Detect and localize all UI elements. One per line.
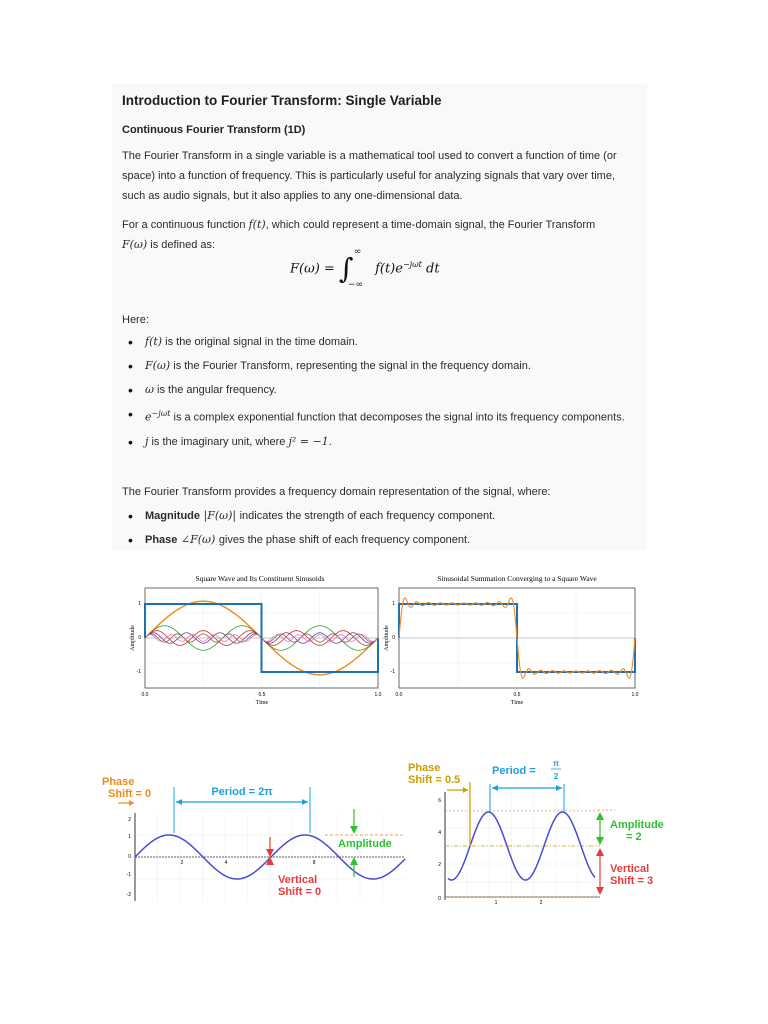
- vertical-label: Vertical: [278, 874, 318, 886]
- y-tick-label: 6: [438, 798, 441, 804]
- x-tick-label: 0.5: [258, 692, 266, 698]
- amplitude-label: Amplitude: [610, 819, 664, 831]
- x-axis-label-left: Time: [255, 700, 269, 706]
- fourier-formula: F(ω) = ∫ ∞ −∞ $f(t)e^{-j\omega t}$ dt: [290, 247, 440, 290]
- definition-paragraph: For a continuous function f(t), which could represent a time-domain signal, the Fourier Transform F(ω) is defined as:: [122, 218, 596, 251]
- chart-title-right: Sinusoidal Summation Converging to a Square Wave: [437, 574, 597, 583]
- x-tick-label: 0.5: [513, 692, 521, 698]
- arrow-head-icon: [596, 848, 604, 856]
- y-axis-label-right: Amplitude: [384, 625, 390, 651]
- y-tick-label: -1: [136, 669, 141, 675]
- x-tick-label: 1.0: [374, 692, 382, 698]
- arrow-head-icon: [129, 800, 134, 806]
- y-tick-label: 1: [128, 834, 131, 840]
- section-heading: Continuous Fourier Transform (1D): [122, 124, 306, 136]
- y-tick-label: 0: [438, 896, 441, 902]
- phase-value: Shift = 0: [108, 788, 152, 800]
- y-tick-label: 1: [138, 601, 141, 607]
- period-label: Period =: [492, 765, 536, 777]
- arrow-head-icon: [350, 857, 358, 865]
- amplitude-value: = 2: [626, 831, 642, 843]
- list-item: • Magnitude |F(ω)| indicates the strength of each frequency component.: [122, 506, 632, 526]
- y-tick-label: 2: [438, 862, 441, 868]
- math-F-omega: F(ω): [122, 238, 148, 251]
- chart-title-left: Square Wave and Its Constituent Sinusoids: [195, 574, 325, 583]
- y-tick-label: 4: [438, 830, 441, 836]
- arrow-head-icon: [350, 826, 358, 834]
- definition-list: [122, 332, 632, 452]
- x-tick-label: 4: [224, 860, 228, 866]
- arrow-head-icon: [176, 799, 182, 805]
- y-tick-label: 1: [392, 601, 395, 607]
- sine-diagram-phase-zero: [100, 765, 410, 905]
- list-item: • ω is the angular frequency.: [122, 380, 632, 400]
- arrow-head-icon: [556, 785, 562, 791]
- arrow-head-icon: [596, 812, 604, 820]
- y-tick-label: 0: [392, 635, 395, 641]
- list-item: • $e^{-j\omega t}$ is a complex exponential function that decomposes the signal into its frequency components.: [122, 404, 632, 428]
- list-item: • f(t) is the original signal in the time domain.: [122, 332, 632, 352]
- list-item: • F(ω) is the Fourier Transform, representing the signal in the frequency domain.: [122, 356, 632, 376]
- integral-sign: ∫ ∞ −∞: [338, 247, 363, 290]
- vertical-value: Shift = 3: [610, 875, 654, 887]
- y-axis-label-left: Amplitude: [130, 625, 136, 651]
- x-axis-label-right: Time: [510, 700, 524, 706]
- arrow-head-icon: [492, 785, 498, 791]
- x-tick-label: 0.0: [141, 692, 149, 698]
- y-tick-label: 0: [128, 854, 131, 860]
- list-item: • j is the imaginary unit, where j² = −1.: [122, 432, 632, 452]
- x-tick-label: 8: [312, 860, 316, 866]
- provides-paragraph: The Fourier Transform provides a frequency domain representation of the signal, where:: [122, 486, 551, 498]
- y-tick-label: -1: [390, 669, 395, 675]
- phase-value: Shift = 0.5: [408, 774, 461, 786]
- square-wave-figure: [125, 570, 645, 710]
- y-tick-label: 0: [138, 635, 141, 641]
- here-label: Here:: [122, 314, 149, 326]
- period-denominator: 2: [553, 772, 559, 781]
- phase-label: Phase: [408, 762, 441, 774]
- y-tick-label: 2: [128, 817, 131, 823]
- vertical-label: Vertical: [610, 863, 650, 875]
- y-tick-label: -1: [126, 872, 131, 878]
- x-tick-label: 1.0: [631, 692, 639, 698]
- intro-paragraph: The Fourier Transform in a single variable is a mathematical tool used to convert a function of time (or space) into a function of frequency. This is particularly useful for analyzing signals that vary over time, such as audio signals, but it also applies to any one-dimensional data.: [122, 150, 617, 202]
- amplitude-label: Amplitude: [338, 838, 392, 850]
- phase-label: Phase: [102, 776, 135, 788]
- page-title: Introduction to Fourier Transform: Single Variable: [122, 93, 442, 108]
- x-tick-label: 1: [494, 900, 498, 906]
- math-f-t: f(t): [248, 218, 266, 231]
- arrow-head-icon: [596, 887, 604, 895]
- y-tick-label: -2: [126, 892, 131, 898]
- period-numerator: π: [552, 759, 560, 768]
- property-list: [122, 506, 632, 550]
- sine-diagram-phase-half: [400, 752, 705, 912]
- x-tick-label: 2: [539, 900, 543, 906]
- list-item: • Phase ∠F(ω) gives the phase shift of each frequency component.: [122, 530, 632, 550]
- vertical-value: Shift = 0: [278, 886, 322, 898]
- period-label: Period = 2π: [211, 786, 273, 798]
- x-tick-label: 2: [180, 860, 184, 866]
- arrow-head-icon: [596, 837, 604, 845]
- grid-sine-2: [445, 792, 600, 900]
- arrow-head-icon: [302, 799, 308, 805]
- x-tick-label: 0.0: [395, 692, 403, 698]
